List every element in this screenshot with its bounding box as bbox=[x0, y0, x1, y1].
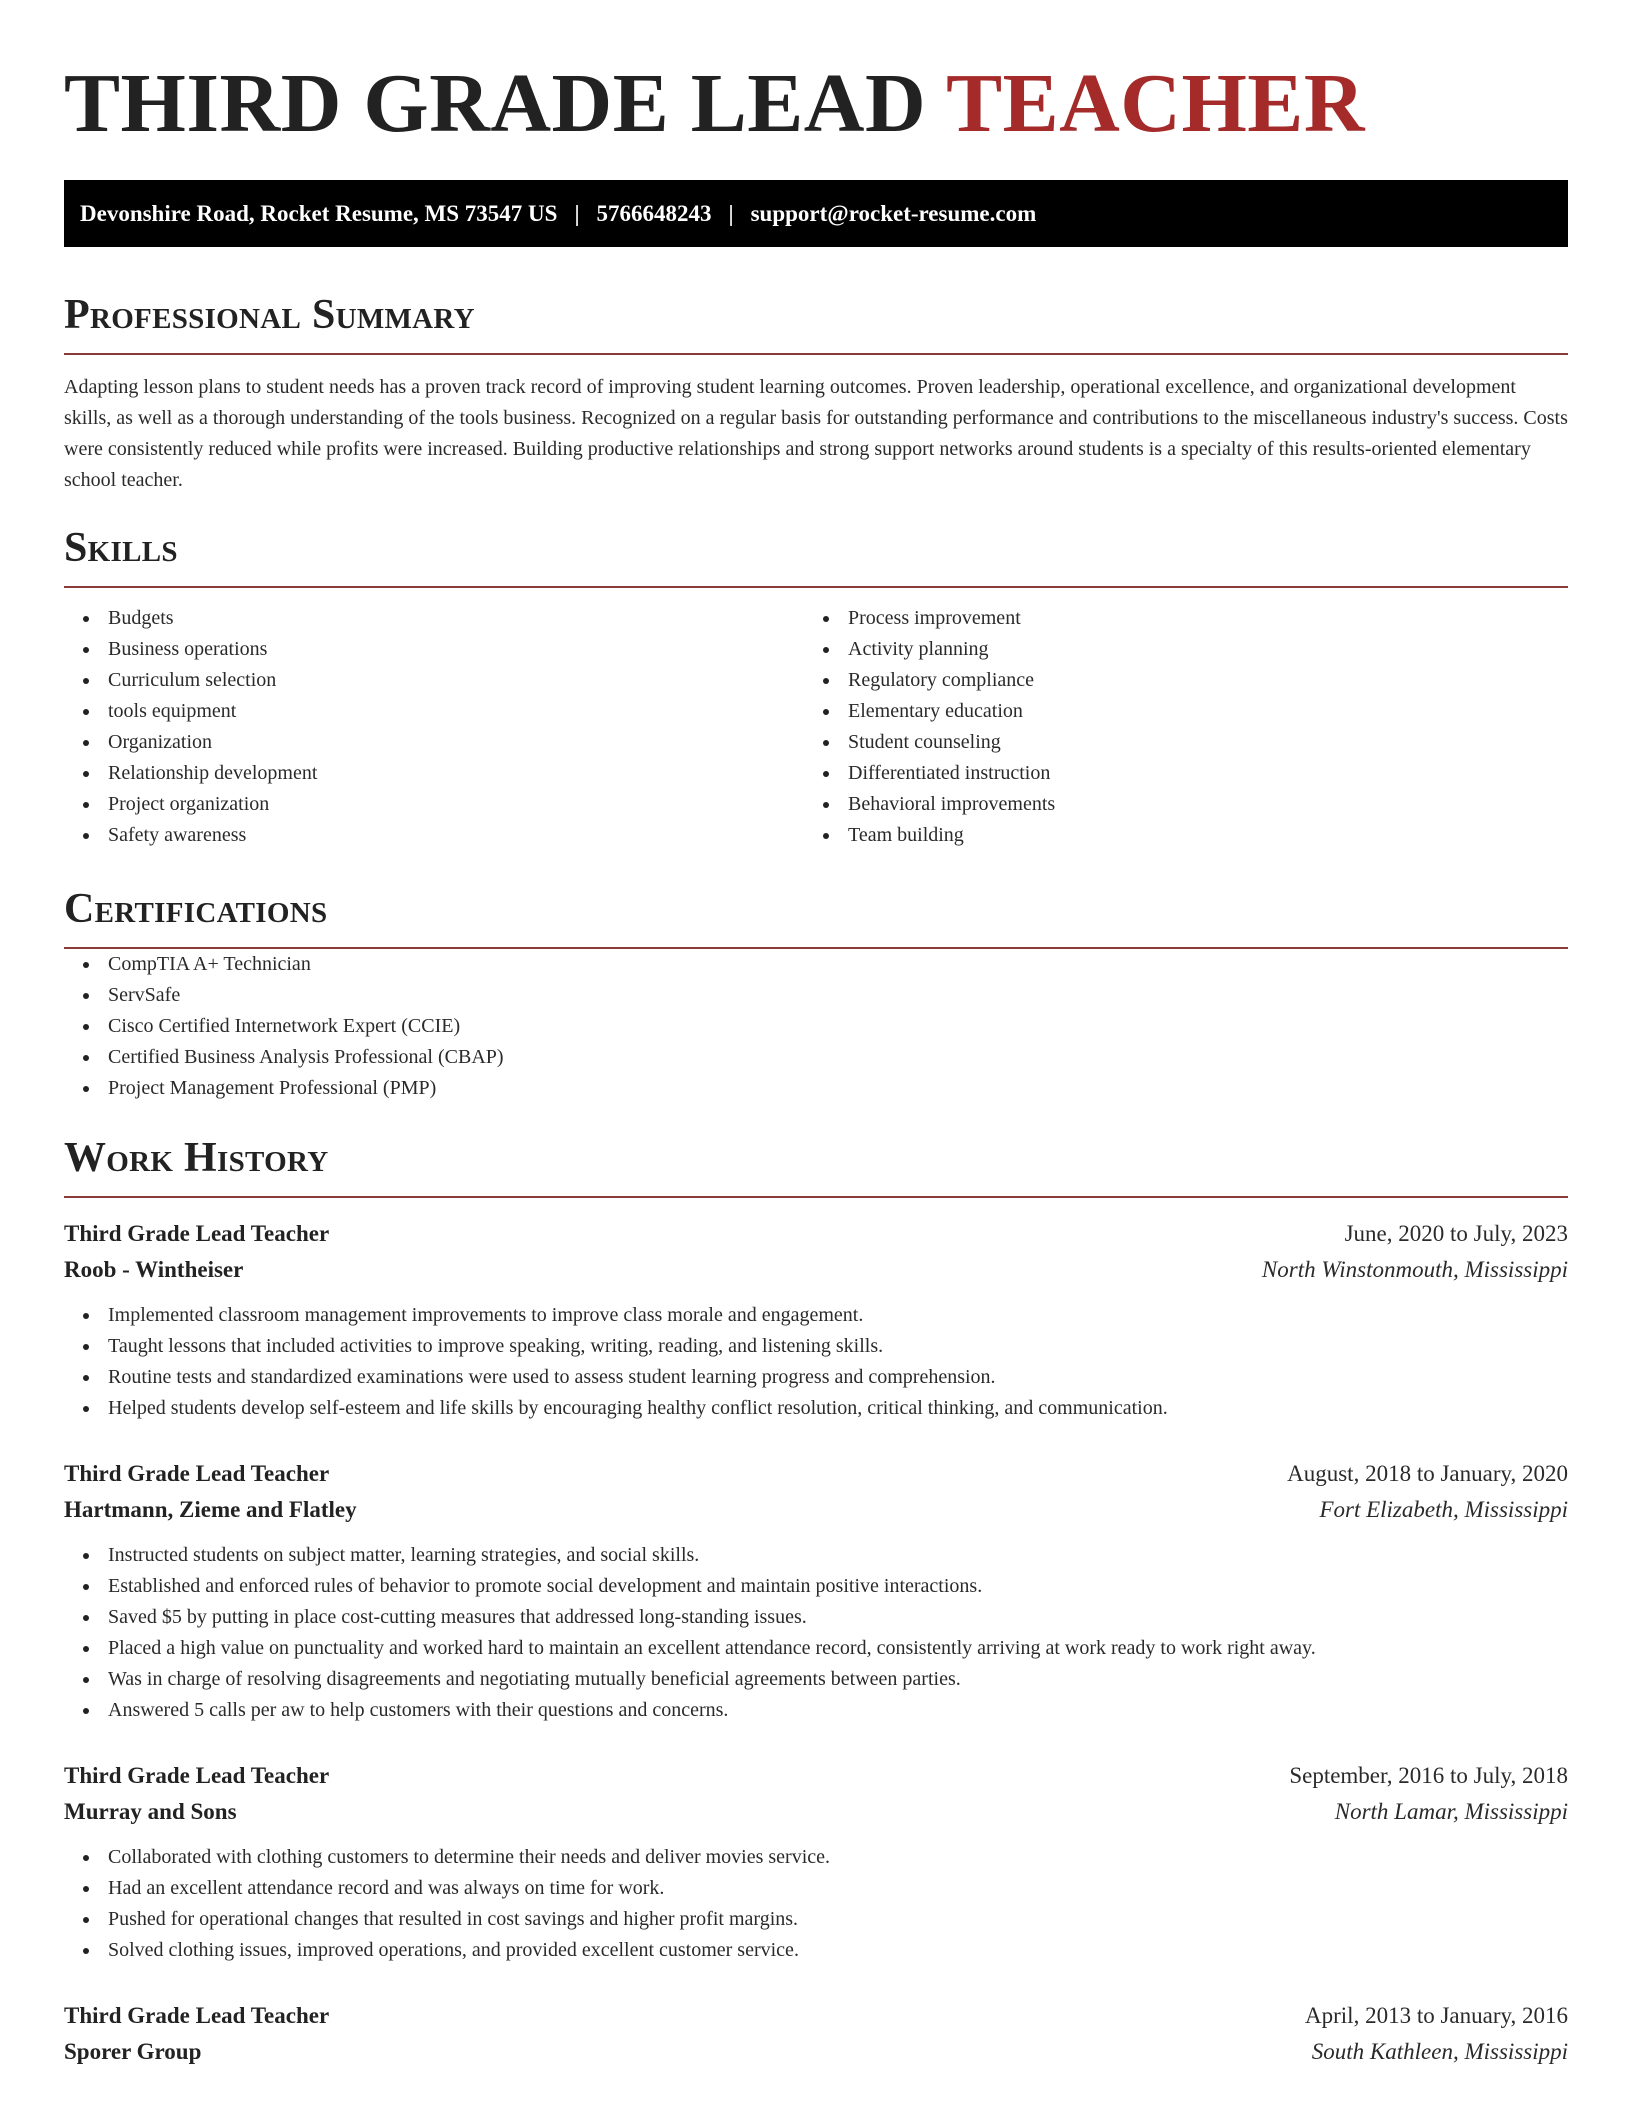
job-header-row bbox=[64, 1216, 1568, 1252]
job-entry bbox=[64, 1758, 1568, 1966]
section-divider bbox=[64, 586, 1568, 588]
job-bullet: Routine tests and standardized examinations were used to assess student learning progress and comprehension. bbox=[64, 1362, 1568, 1393]
job-title: Third Grade Lead Teacher bbox=[64, 2003, 330, 2028]
skill-item: Elementary education bbox=[804, 696, 1544, 727]
job-bullets bbox=[64, 1300, 1568, 1424]
certification-item: CompTIA A+ Technician bbox=[64, 949, 1568, 980]
job-company-row bbox=[64, 1252, 1568, 1288]
job-bullet: Answered 5 calls per aw to help customers with their questions and concerns. bbox=[64, 1695, 1568, 1726]
job-bullet: Was in charge of resolving disagreements and negotiating mutually beneficial agreements between parties. bbox=[64, 1664, 1568, 1695]
summary-heading: Professional Summary bbox=[64, 292, 475, 338]
title-accent: TEACHER bbox=[946, 57, 1365, 150]
job-bullet: Instructed students on subject matter, learning strategies, and social skills. bbox=[64, 1540, 1568, 1571]
certification-item: ServSafe bbox=[64, 980, 1568, 1011]
resume-title bbox=[64, 0, 1568, 152]
job-company: Sporer Group bbox=[64, 2039, 202, 2064]
certifications-section bbox=[64, 885, 1568, 1104]
job-entry bbox=[64, 1216, 1568, 1424]
contact-phone: 5766648243 bbox=[596, 200, 712, 226]
job-header-row bbox=[64, 1998, 1568, 2034]
contact-separator: | bbox=[574, 200, 580, 226]
job-bullet: Saved $5 by putting in place cost-cutting measures that addressed long-standing issues. bbox=[64, 1602, 1568, 1633]
skill-item: Regulatory compliance bbox=[804, 665, 1544, 696]
job-bullet: Placed a high value on punctuality and worked hard to maintain an excellent attendance record, consistently arriving at work ready to work right away. bbox=[64, 1633, 1568, 1664]
section-divider bbox=[64, 1196, 1568, 1198]
certifications-list bbox=[64, 949, 1568, 1104]
job-location: Fort Elizabeth, Mississippi bbox=[1319, 1497, 1568, 1522]
summary-section bbox=[64, 291, 1568, 496]
job-entry bbox=[64, 1456, 1568, 1726]
skills-grid bbox=[64, 603, 1568, 851]
skill-item: Student counseling bbox=[804, 727, 1544, 758]
contact-address: Devonshire Road, Rocket Resume, MS 73547 US bbox=[80, 200, 558, 226]
job-company: Roob - Wintheiser bbox=[64, 1257, 244, 1282]
job-bullet: Helped students develop self-esteem and life skills by encouraging healthy conflict resolution, critical thinking, and communication. bbox=[64, 1393, 1568, 1424]
skill-item: Team building bbox=[804, 820, 1544, 851]
skills-list-right bbox=[804, 603, 1544, 851]
job-bullet: Collaborated with clothing customers to determine their needs and deliver movies service. bbox=[64, 1842, 1568, 1873]
job-title: Third Grade Lead Teacher bbox=[64, 1461, 330, 1486]
contact-bar bbox=[64, 180, 1568, 247]
certifications-heading: Certifications bbox=[64, 886, 328, 932]
skill-item: Process improvement bbox=[804, 603, 1544, 634]
job-header-row bbox=[64, 1456, 1568, 1492]
job-bullets bbox=[64, 1540, 1568, 1726]
job-dates: April, 2013 to January, 2016 bbox=[1305, 2003, 1568, 2028]
job-location: North Winstonmouth, Mississippi bbox=[1261, 1257, 1568, 1282]
skill-item: Budgets bbox=[64, 603, 804, 634]
job-company-row bbox=[64, 2034, 1568, 2070]
job-company: Murray and Sons bbox=[64, 1799, 237, 1824]
work-history-heading: Work History bbox=[64, 1135, 329, 1181]
job-title: Third Grade Lead Teacher bbox=[64, 1763, 330, 1788]
work-history-section bbox=[64, 1134, 1568, 2070]
job-bullet: Pushed for operational changes that resulted in cost savings and higher profit margins. bbox=[64, 1904, 1568, 1935]
contact-separator: | bbox=[728, 200, 734, 226]
skill-item: Differentiated instruction bbox=[804, 758, 1544, 789]
job-bullet: Taught lessons that included activities to improve speaking, writing, reading, and listening skills. bbox=[64, 1331, 1568, 1362]
job-company-row bbox=[64, 1492, 1568, 1528]
skill-item: Relationship development bbox=[64, 758, 804, 789]
section-divider bbox=[64, 353, 1568, 355]
title-main: THIRD GRADE LEAD bbox=[64, 57, 927, 150]
skill-item: Behavioral improvements bbox=[804, 789, 1544, 820]
job-dates: September, 2016 to July, 2018 bbox=[1289, 1763, 1568, 1788]
job-company: Hartmann, Zieme and Flatley bbox=[64, 1497, 357, 1522]
job-title: Third Grade Lead Teacher bbox=[64, 1221, 330, 1246]
skill-item: Safety awareness bbox=[64, 820, 804, 851]
skill-item: Organization bbox=[64, 727, 804, 758]
summary-text: Adapting lesson plans to student needs has a proven track record of improving student learning outcomes. Proven leadership, operational excellence, and organizational development skills, as well as a thorough understanding of the tools business. Recognized on a regular basis for outstanding performance and contributions to the miscellaneous industry's success. Costs were consistently reduced while profits were increased. Building productive relationships and strong support networks around students is a specialty of this results-oriented elementary school teacher. bbox=[64, 376, 1568, 491]
skill-item: tools equipment bbox=[64, 696, 804, 727]
job-dates: June, 2020 to July, 2023 bbox=[1344, 1221, 1568, 1246]
skills-heading: Skills bbox=[64, 525, 178, 571]
skill-item: Activity planning bbox=[804, 634, 1544, 665]
job-bullet: Implemented classroom management improvements to improve class morale and engagement. bbox=[64, 1300, 1568, 1331]
job-header-row bbox=[64, 1758, 1568, 1794]
contact-email: support@rocket-resume.com bbox=[750, 200, 1037, 226]
skills-section bbox=[64, 524, 1568, 851]
job-location: North Lamar, Mississippi bbox=[1334, 1799, 1568, 1824]
job-list bbox=[64, 1216, 1568, 2070]
job-bullet: Solved clothing issues, improved operations, and provided excellent customer service. bbox=[64, 1935, 1568, 1966]
skill-item: Project organization bbox=[64, 789, 804, 820]
skill-item: Curriculum selection bbox=[64, 665, 804, 696]
job-entry bbox=[64, 1998, 1568, 2070]
certification-item: Cisco Certified Internetwork Expert (CCIE) bbox=[64, 1011, 1568, 1042]
job-bullet: Had an excellent attendance record and was always on time for work. bbox=[64, 1873, 1568, 1904]
skill-item: Business operations bbox=[64, 634, 804, 665]
certification-item: Project Management Professional (PMP) bbox=[64, 1073, 1568, 1104]
job-bullets bbox=[64, 1842, 1568, 1966]
skills-list-left bbox=[64, 603, 804, 851]
job-dates: August, 2018 to January, 2020 bbox=[1287, 1461, 1568, 1486]
certification-item: Certified Business Analysis Professional (CBAP) bbox=[64, 1042, 1568, 1073]
job-location: South Kathleen, Mississippi bbox=[1311, 2039, 1568, 2064]
job-bullet: Established and enforced rules of behavior to promote social development and maintain positive interactions. bbox=[64, 1571, 1568, 1602]
job-company-row bbox=[64, 1794, 1568, 1830]
